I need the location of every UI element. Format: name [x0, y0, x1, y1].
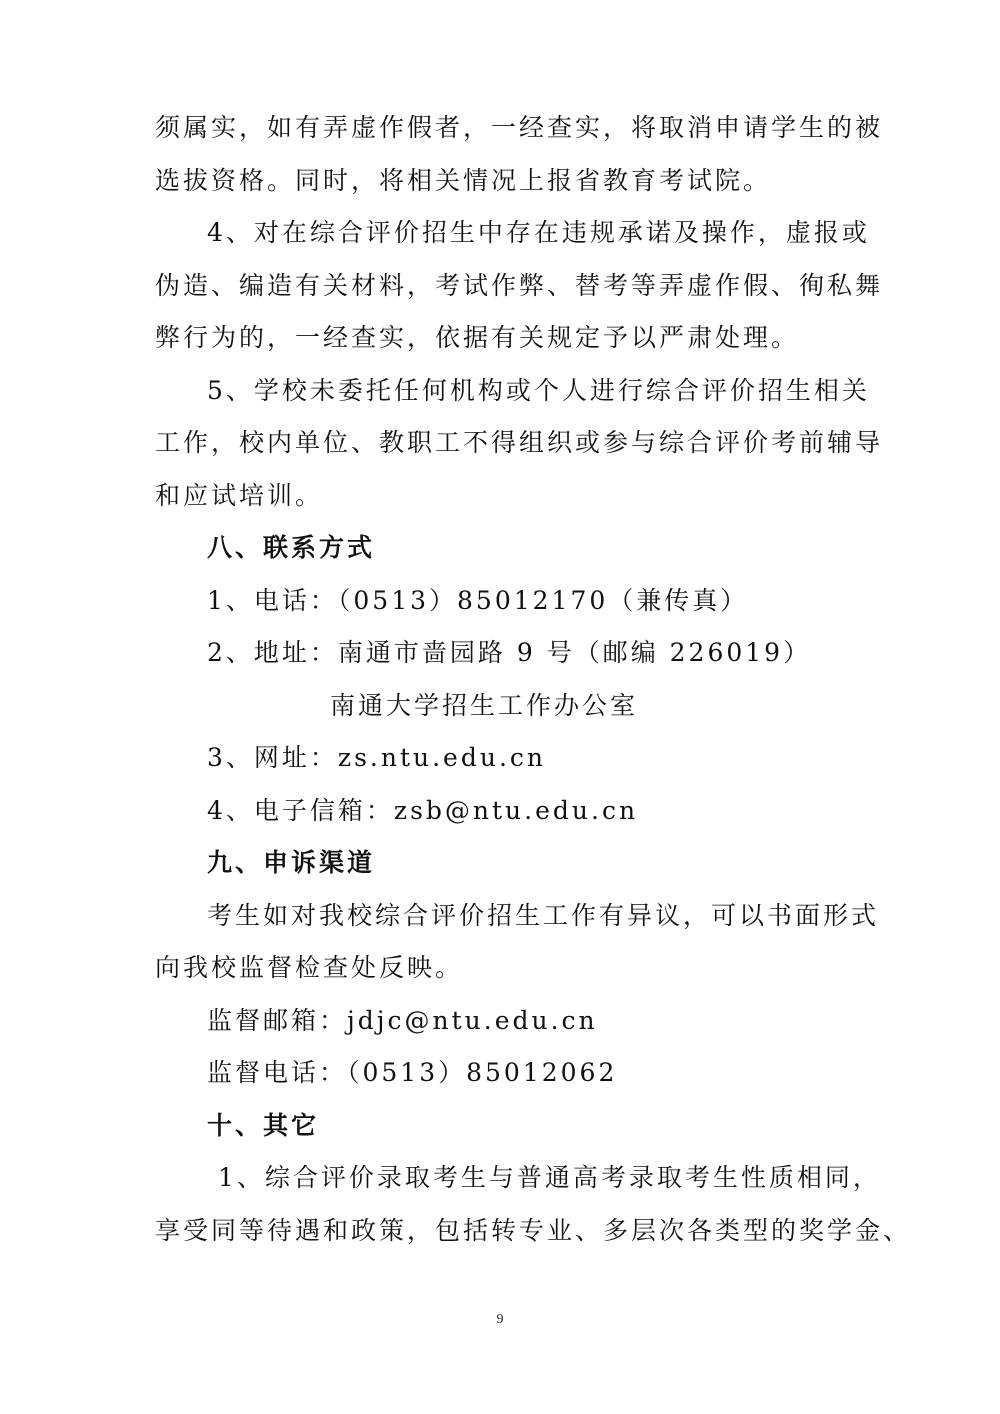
section-heading-other: 十、其它 — [207, 1111, 320, 1140]
paragraph-line: 弊行为的，一经查实，依据有关规定予以严肃处理。 — [155, 323, 800, 352]
paragraph-line: 5、学校未委托任何机构或个人进行综合评价招生相关 — [207, 376, 870, 405]
paragraph-line: 向我校监督检查处反映。 — [155, 953, 464, 982]
paragraph-line: 考生如对我校综合评价招生工作有异议，可以书面形式 — [207, 901, 880, 930]
supervision-phone: 监督电话：（0513）85012062 — [207, 1058, 618, 1087]
paragraph-line: 4、对在综合评价招生中存在违规承诺及操作，虚报或 — [207, 218, 870, 247]
contact-email: 4、电子信箱：zsb@ntu.edu.cn — [207, 796, 639, 825]
paragraph-line: 选拔资格。同时，将相关情况上报省教育考试院。 — [155, 166, 772, 195]
section-heading-contact: 八、联系方式 — [207, 533, 376, 562]
contact-office: 南通大学招生工作办公室 — [330, 691, 639, 720]
paragraph-line: 和应试培训。 — [155, 481, 324, 510]
paragraph-line: 1、综合评价录取考生与普通高考录取考生性质相同， — [218, 1163, 881, 1192]
section-heading-appeal: 九、申诉渠道 — [207, 848, 376, 877]
paragraph-line: 工作，校内单位、教职工不得组织或参与综合评价考前辅导 — [155, 428, 884, 457]
paragraph-line: 伪造、编造有关材料，考试作弊、替考等弄虚作假、徇私舞 — [155, 271, 884, 300]
paragraph-line: 须属实，如有弄虚作假者，一经查实，将取消申请学生的被 — [155, 113, 884, 142]
contact-phone: 1、电话：（0513）85012170（兼传真） — [207, 586, 749, 615]
contact-website: 3、网址：zs.ntu.edu.cn — [207, 743, 546, 772]
page-number: 9 — [496, 1312, 504, 1327]
supervision-email: 监督邮箱：jdjc@ntu.edu.cn — [207, 1006, 598, 1035]
paragraph-line: 享受同等待遇和政策，包括转专业、多层次各类型的奖学金、 — [155, 1216, 912, 1245]
contact-address: 2、地址：南通市啬园路 9 号（邮编 226019） — [207, 638, 812, 667]
